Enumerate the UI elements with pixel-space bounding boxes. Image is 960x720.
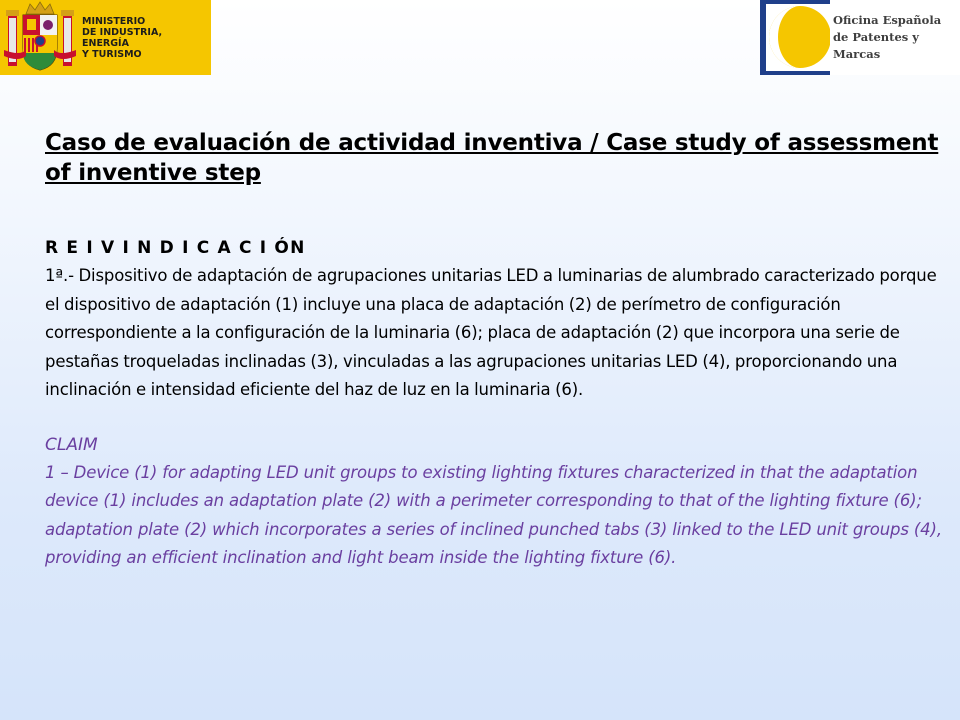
slide-content <box>45 128 945 573</box>
claim-en-heading: CLAIM <box>45 434 98 455</box>
slide-title: Caso de evaluación de actividad inventiva / Case study of assessment of inventive step <box>45 130 939 186</box>
oepm-logo <box>760 0 960 75</box>
claim-es-heading: R E I V I N D I C A C I ÓN <box>45 238 306 258</box>
coat-of-arms-icon <box>0 0 80 75</box>
claim-es-text: 1ª.- Dispositivo de adaptación de agrupaciones unitarias LED a luminarias de alumbrado caracterizado porque el dispositivo de adaptación (1) incluye una placa de adaptación (2) de perímetro de configuración correspondiente a la configuración de la luminaria (6); placa de adaptación (2) que incorpora una serie de pestañas troqueladas inclinadas (3), vinculadas a las agrupaciones unitarias LED (4), proporcionando una inclinación e intensidad eficiente del haz de luz en la luminaria (6). <box>45 266 937 399</box>
claim-en-text: 1 – Device (1) for adapting LED unit groups to existing lighting fixtures characterized in that the adaptation device (1) includes an adaptation plate (2) with a perimeter corresponding to that of the lighting fixture (6); adaptation plate (2) which incorporates a series of inclined punched tabs (3) linked to the LED unit groups (4), providing an efficient inclination and light beam inside the lighting fixture (6). <box>45 462 942 567</box>
ministry-logo <box>0 0 211 75</box>
ministry-name: MINISTERIO DE INDUSTRIA, ENERGÍA Y TURISMO <box>82 15 163 60</box>
oepm-name: Oficina Española de Patentes y Marcas <box>833 13 942 61</box>
oepm-emblem-icon <box>760 0 830 75</box>
